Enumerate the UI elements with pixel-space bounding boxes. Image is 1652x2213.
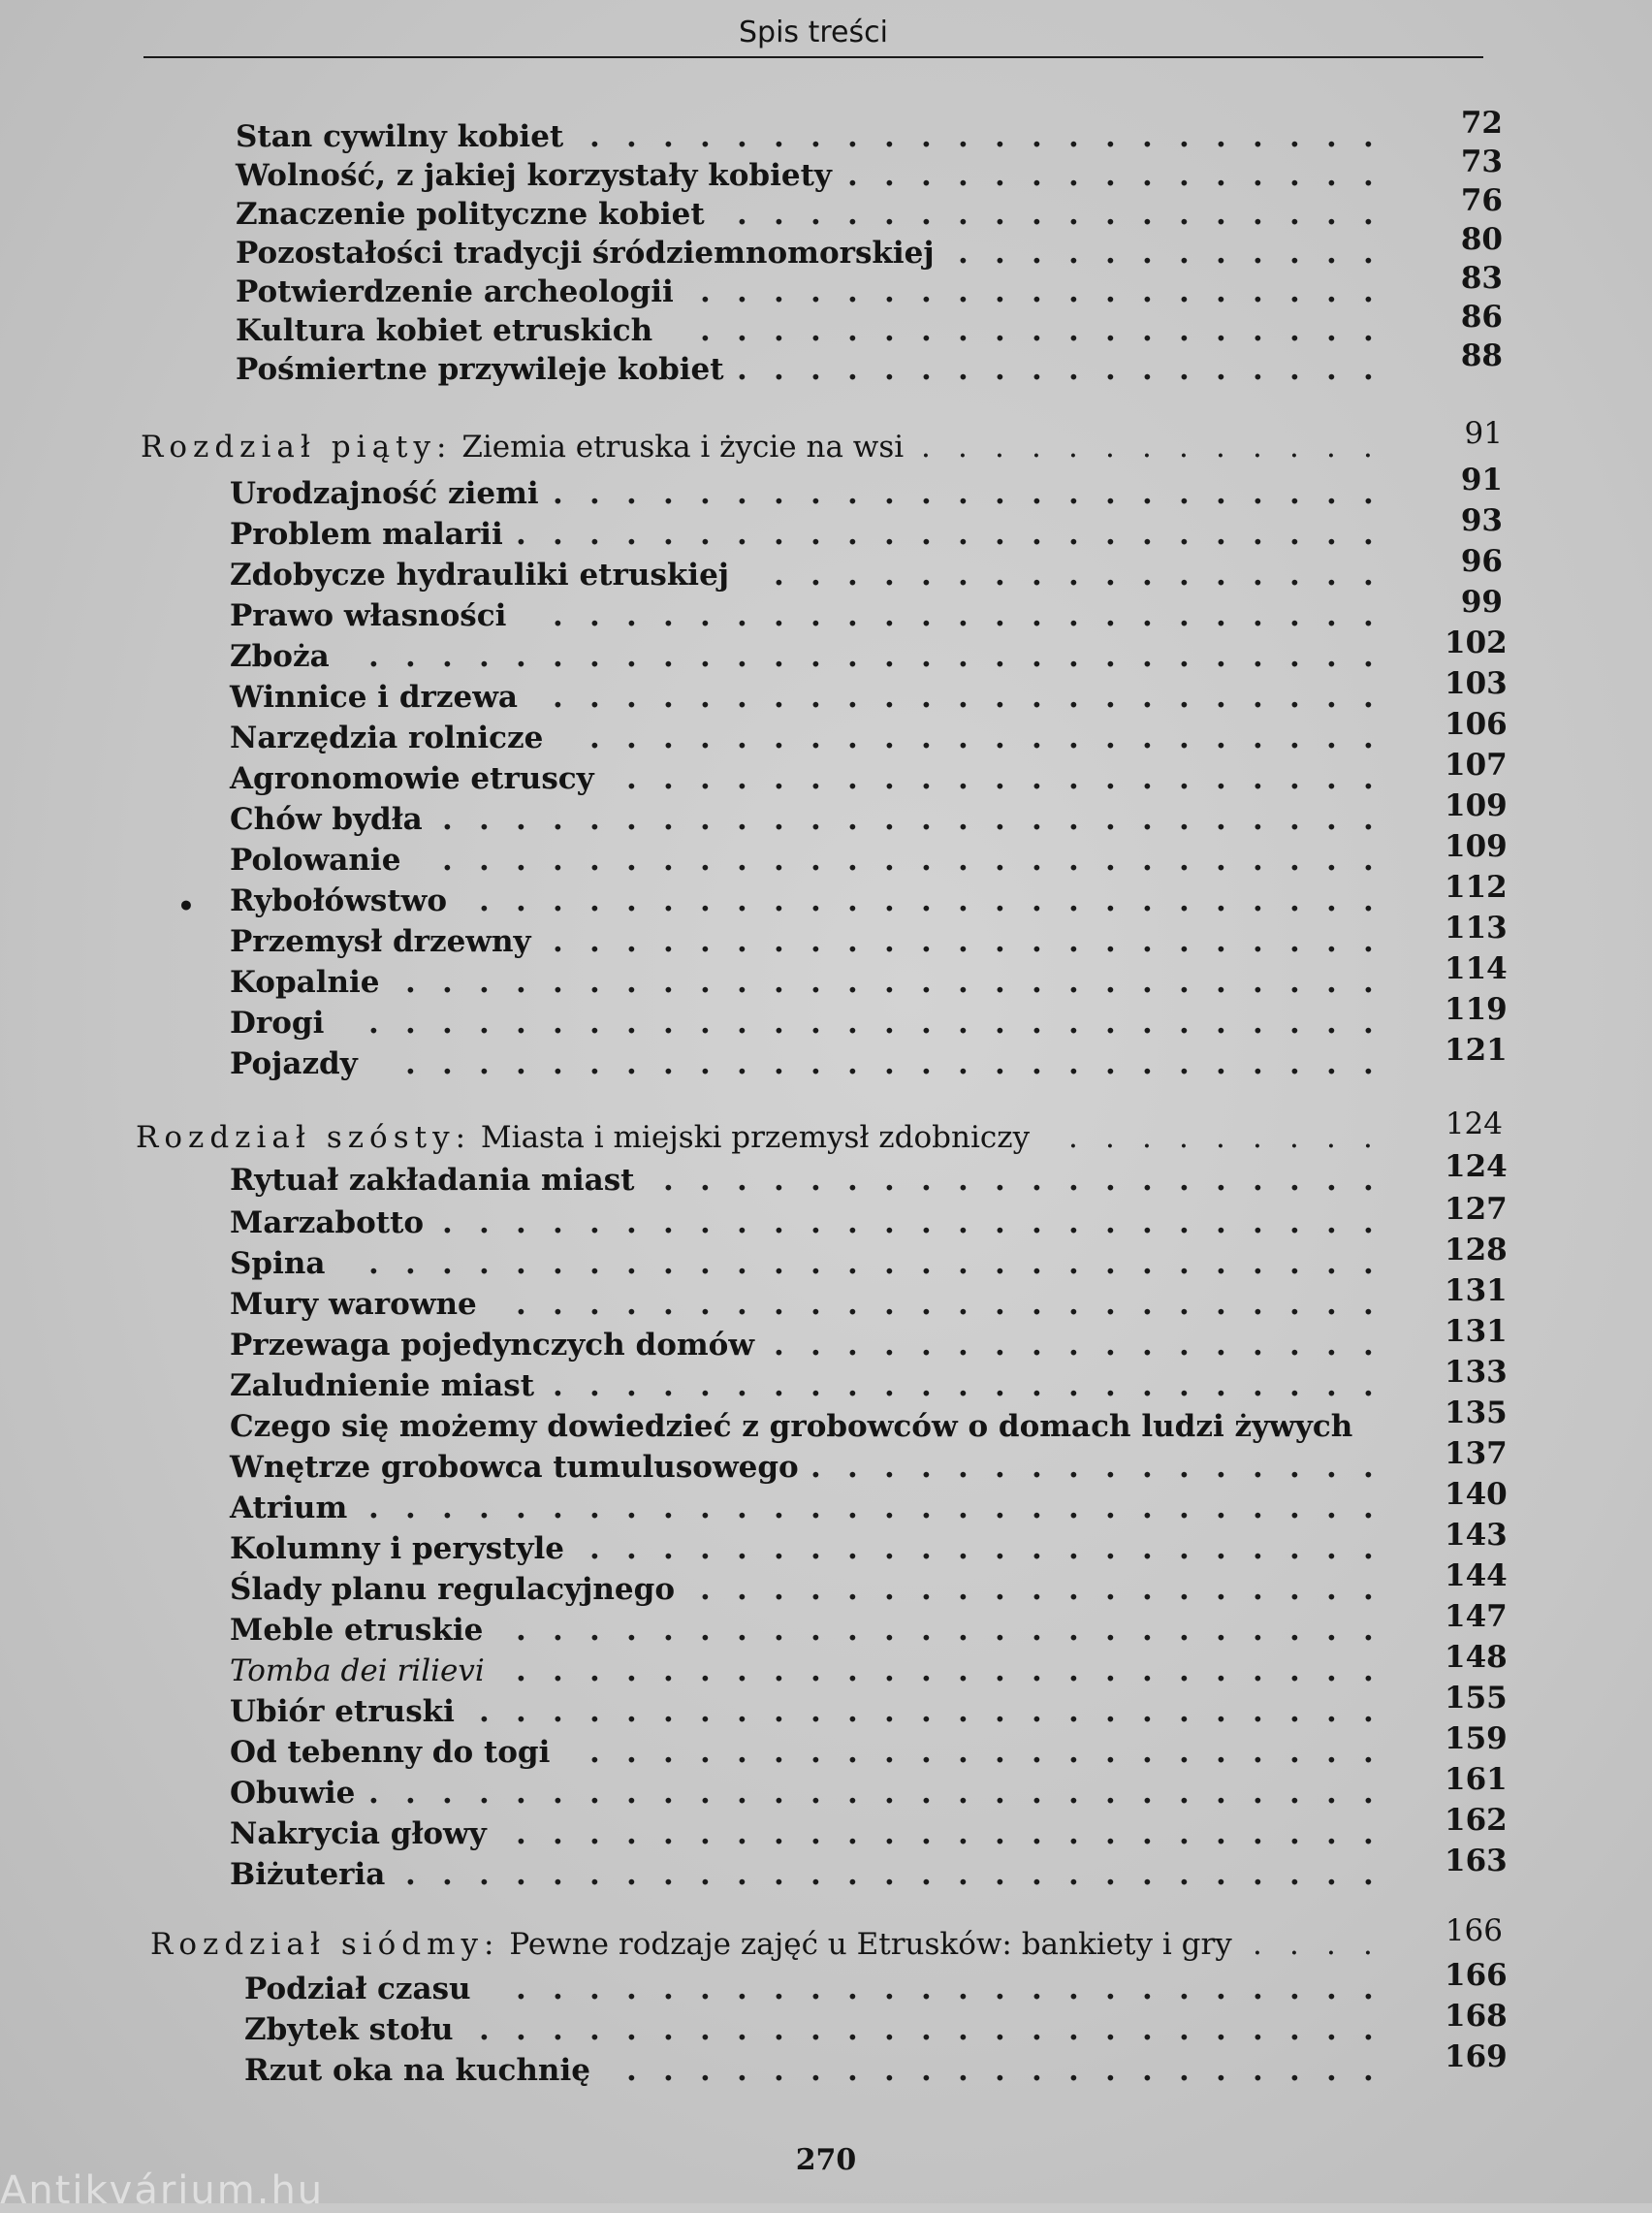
entry-title: Czego się możemy dowiedzieć z grobowców o domach ludzi żywych [230,1409,1353,1444]
entry-title: Urodzajność ziemi [230,476,539,511]
entry-title: Rybołówstwo [230,883,448,918]
toc-chapter-row [0,416,1652,467]
dot-leader: . . . . . . . . . . . . . . . . . . . . . . . . . . . . [368,1776,1374,1811]
page-ref: 163 [1445,1844,1508,1878]
dot-leader: . . . . . . . . . . . . . . . [847,158,1374,193]
dot-leader: . . . . . . . . . . . . . . . . . . . . . . . . . . . . [368,1006,1374,1041]
dot-leader: . . . . . . . . . . . . . . . . [810,1450,1374,1485]
toc-entry-row [0,1599,1652,1651]
dot-leader: . . . . . . . . . . . . . . . . . . . . . . . . . . . . [368,1246,1374,1281]
page-ref: 112 [1445,870,1508,905]
page-ref: 166 [1445,1913,1503,1948]
dot-leader: . . . . . . . . . . . . . . . . . . . . . . . . [516,1816,1374,1851]
dot-leader: . . . . . . . . . . . . . . . . . . . . . . . . . [479,2012,1374,2047]
entry-title: Winnice i drzewa [230,680,518,715]
toc-entry-row [0,585,1652,636]
page-ref: 162 [1445,1803,1508,1838]
page-ref: 106 [1445,707,1508,742]
page-ref: 135 [1445,1395,1508,1430]
dot-leader: . . . . . . . . . . . . . . . . . . . . . . . . . . [442,1205,1374,1240]
toc-entry-row [0,463,1652,514]
toc-entry-row [0,1233,1652,1284]
toc-entry-row [0,1803,1652,1854]
entry-title: Kolumny i perystyle [230,1531,564,1566]
page-ref: 119 [1445,992,1508,1027]
entry-title: Polowanie [230,843,401,878]
toc-entry-row [0,338,1652,390]
page-ref: 103 [1445,666,1508,701]
toc-entry-row [0,544,1652,595]
page-ref: 80 [1460,222,1503,257]
toc-entry-row [0,183,1652,235]
page-ref: 99 [1460,585,1503,620]
entry-title: Znaczenie polityczne kobiet [236,197,705,232]
chapter-title: Ziemia etruska i życie na wsi [461,430,905,465]
entry-title: Potwierdzenie archeologii [236,274,674,309]
dot-leader: . . . . . . . . . . . . . . . . . . . . . . . . . [479,1694,1374,1729]
toc-entry-row [0,1640,1652,1691]
toc-entry-row [0,1477,1652,1528]
entry-title: Stan cywilny kobiet [236,119,564,154]
toc-entry-row [0,1192,1652,1243]
page-ref: 166 [1445,1958,1508,1993]
dot-leader: . . . . . . . . . . . . . . . . . . [737,352,1374,387]
page-ref: 107 [1445,748,1508,783]
entry-title: Prawo własności [230,598,507,633]
page-ref: 147 [1445,1599,1508,1634]
page-ref: 93 [1460,503,1503,538]
dot-leader: . . . . . . . . . . . . . . . . . . . [700,1572,1374,1607]
dot-leader: . . . . . . . . . . . . [958,236,1374,271]
toc-entry-row [0,1395,1652,1447]
page-ref: 127 [1445,1192,1508,1227]
entry-title: Biżuteria [230,1857,386,1892]
dot-leader: . . . . . . . . . . . . . . . . . . . . . . . . . . . . [368,639,1374,674]
page-ref: 131 [1445,1314,1508,1349]
dot-leader: . . . . . . . . . . . . . . . . . . . . . . . [553,1368,1374,1403]
entry-title: Tomba dei rilievi [230,1653,485,1688]
dot-leader: . . . . . . . . . . . . . . . . . . . . . . . . . . [442,802,1374,837]
toc-entry-row [0,788,1652,840]
dot-leader: . . . . . . . . . . . . . . . . . . . . . . . [553,924,1374,959]
dot-leader: . . . . . . . . . . . . . . . . . . . [700,274,1374,309]
page-ref: 144 [1445,1558,1508,1593]
entry-title: Meble etruskie [230,1613,484,1648]
toc-entry-row [0,1762,1652,1813]
toc-entry-row [0,992,1652,1043]
toc-entry-row [0,503,1652,555]
entry-title: Rzut oka na kuchnię [244,2053,590,2088]
entry-title: Wolność, z jakiej korzystały kobiety [236,158,832,193]
toc-entry-row [0,829,1652,881]
toc-entry-row [0,707,1652,758]
toc-entry-row [0,666,1652,718]
entry-title: Chów bydła [230,802,423,837]
page-ref: 137 [1445,1436,1508,1471]
page-ref: 73 [1460,144,1503,179]
dot-leader: . . . . . . . . . . . . . . . . . . [737,197,1374,232]
page-ref: 121 [1445,1033,1508,1068]
chapter-title: Pewne rodzaje zajęć u Etrusków: bankiety i gry [509,1927,1232,1962]
dot-leader: . . . . . . . . . . . . . . . . . . . . . . . . [516,1613,1374,1648]
dot-leader: . . . . . . . . . . . . . . . . . . . . [663,1163,1374,1198]
dot-leader: . . . . . . . . . . . . . . . . . . . . . . . [553,680,1374,715]
toc-entry-row [0,261,1652,312]
toc-entry-row [0,911,1652,962]
entry-title: Podział czasu [244,1972,471,2006]
toc-entry-row [0,951,1652,1003]
page-ref: 109 [1445,829,1508,864]
toc-entry-row [0,1273,1652,1325]
dot-leader: . . . . . . . . . . . . . . . . . . . . . . . . . . . . [368,1491,1374,1525]
toc-entry-row [0,1558,1652,1610]
page-ref: 124 [1445,1106,1503,1141]
chapter-label: Rozdział piąty: [141,430,453,465]
page-ref: 96 [1460,544,1503,579]
toc-entry-row [0,1844,1652,1895]
entry-title: Narzędzia rolnicze [230,721,544,755]
dot-leader: . . . . . . . . . . . . . . . . . . . . . . . . [516,1653,1374,1688]
entry-title: Przemysł drzewny [230,924,531,959]
dot-leader: . . . . . . . . . . . . . . . . . . . . . . . . . . . [405,965,1374,1000]
toc-entry-row [0,748,1652,799]
page-ref: 113 [1445,911,1508,946]
page-ref: 91 [1464,416,1503,451]
dot-leader: . . . . . . . . . . . . . . . . . . . [700,313,1374,348]
page-ref: 155 [1445,1681,1508,1716]
page-ref: 86 [1460,300,1503,335]
dot-leader: . . . . . . . . . . . . . . . . . . . . . . . . [516,1287,1374,1322]
entry-title: Marzabotto [230,1205,425,1240]
entry-title: Zboża [230,639,330,674]
dot-leader: . . . . [1253,1927,1373,1962]
toc-entry-row [0,1518,1652,1569]
dot-leader: . . . . . . . . . . . . . . . . . . . . . . . [553,598,1374,633]
dot-leader: . . . . . . . . . . . . . . . . . . . . . . . . . . [442,843,1374,878]
entry-title: Pozostałości tradycji śródziemnomorskiej [236,236,935,271]
toc-chapter-row [0,1913,1652,1965]
page-ref: 83 [1460,261,1503,296]
entry-title: Pojazdy [230,1046,358,1081]
entry-title: Kopalnie [230,965,380,1000]
page-ref: 143 [1445,1518,1508,1553]
dot-leader: . . . . . . . . . . . . . . . . . . . . . . . . . . . [405,1857,1374,1892]
entry-title: Rytuał zakładania miast [230,1163,635,1198]
page-ref: 128 [1445,1233,1508,1267]
page-ref: 133 [1445,1355,1508,1390]
page-ref: 124 [1445,1149,1508,1184]
entry-title: Zaludnienie miast [230,1368,535,1403]
page-ref: 140 [1445,1477,1508,1512]
entry-title: Drogi [230,1006,325,1041]
toc-entry-row [0,1033,1652,1084]
toc-entry-row [0,870,1652,921]
toc-entry-row [0,300,1652,351]
toc-entry-row [0,1149,1652,1201]
page-ref: 148 [1445,1640,1508,1675]
dot-leader: . . . . . . . . . . . . . . . . . . . . . . [589,1735,1374,1770]
entry-title: Kultura kobiet etruskich [236,313,653,348]
toc-entry-row [0,1681,1652,1732]
toc-entry-row [0,106,1652,157]
dot-leader: . . . . . . . . . [1068,1120,1373,1155]
entry-title: Przewaga pojedynczych domów [230,1328,755,1363]
page-ref: 169 [1445,2039,1508,2074]
entry-title: Zbytek stołu [244,2012,454,2047]
entry-title: Pośmiertne przywileje kobiet [236,352,724,387]
toc-entry-row [0,1355,1652,1406]
page-ref: 76 [1460,183,1503,218]
page-ref: 109 [1445,788,1508,823]
entry-title: Wnętrze grobowca tumulusowego [230,1450,799,1485]
entry-title: Mury warowne [230,1287,477,1322]
toc-entry-row [0,222,1652,273]
dot-leader: . . . . . . . . . . . . . . . . . . . . . . [589,119,1374,154]
page-number: 270 [795,2143,857,2177]
entry-title: Ślady planu regulacyjnego [230,1572,675,1607]
entry-title: Od tebenny do togi [230,1735,551,1770]
dot-leader: . . . . . . . . . . . . . . . . . [774,558,1374,593]
chapter-title: Miasta i miejski przemysł zdobniczy [480,1120,1031,1155]
entry-title: Obuwie [230,1776,356,1811]
margin-dot: • [177,890,195,922]
chapter-label: Rozdział siódmy: [150,1927,500,1962]
dot-leader [1364,1406,1432,1447]
page-ref: 114 [1445,951,1508,986]
page-ref: 159 [1445,1721,1508,1756]
page-ref: 91 [1460,463,1503,497]
page-ref: 161 [1445,1762,1508,1797]
dot-leader: . . . . . . . . . . . . . . . . . . . . . . . . [516,517,1374,552]
dot-leader: . . . . . . . . . . . . . . . . . . . . . . [589,1531,1374,1566]
dot-leader: . . . . . . . . . . . . . . . . . . . . . . . . . [479,883,1374,918]
entry-title: Ubiór etruski [230,1694,455,1729]
dot-leader: . . . . . . . . . . . . . . . . . . . . . . . . [516,1972,1374,2006]
toc-entry-row [0,1721,1652,1773]
entry-title: Zdobycze hydrauliki etruskiej [230,558,730,593]
dot-leader: . . . . . . . . . . . . . . . . . . . . . . [589,721,1374,755]
toc-entry-row [0,625,1652,677]
chapter-label: Rozdział szósty: [136,1120,472,1155]
dot-leader: . . . . . . . . . . . . . . . . . . . . . . . [553,476,1374,511]
page-ref: 131 [1445,1273,1508,1308]
page-ref: 72 [1460,106,1503,141]
dot-leader: . . . . . . . . . . . . . [921,430,1373,465]
dot-leader: . . . . . . . . . . . . . . . . . . . . . . . . . . . [405,1046,1374,1081]
dot-leader: . . . . . . . . . . . . . . . . . . . . . [626,761,1374,796]
page-ref: 102 [1445,625,1508,660]
toc-entry-row [0,1958,1652,2009]
entry-title: Atrium [230,1491,348,1525]
toc-entry-row [0,1436,1652,1488]
dot-leader: . . . . . . . . . . . . . . . . . [774,1328,1374,1363]
dot-leader: . . . . . . . . . . . . . . . . . . . . . [626,2053,1374,2088]
entry-title: Agronomowie etruscy [230,761,594,796]
running-header: Spis treści [143,10,1483,58]
toc-entry-row [0,1314,1652,1365]
entry-title: Spina [230,1246,326,1281]
toc-chapter-row [0,1106,1652,1158]
toc-entry-row [0,2039,1652,2091]
entry-title: Nakrycia głowy [230,1816,487,1851]
page-ref: 88 [1460,338,1503,373]
toc-entry-row [0,1999,1652,2050]
watermark: Antikvárium.hu [0,2168,325,2213]
page-ref: 168 [1445,1999,1508,2034]
entry-title: Problem malarii [230,517,503,552]
toc-entry-row [0,144,1652,196]
